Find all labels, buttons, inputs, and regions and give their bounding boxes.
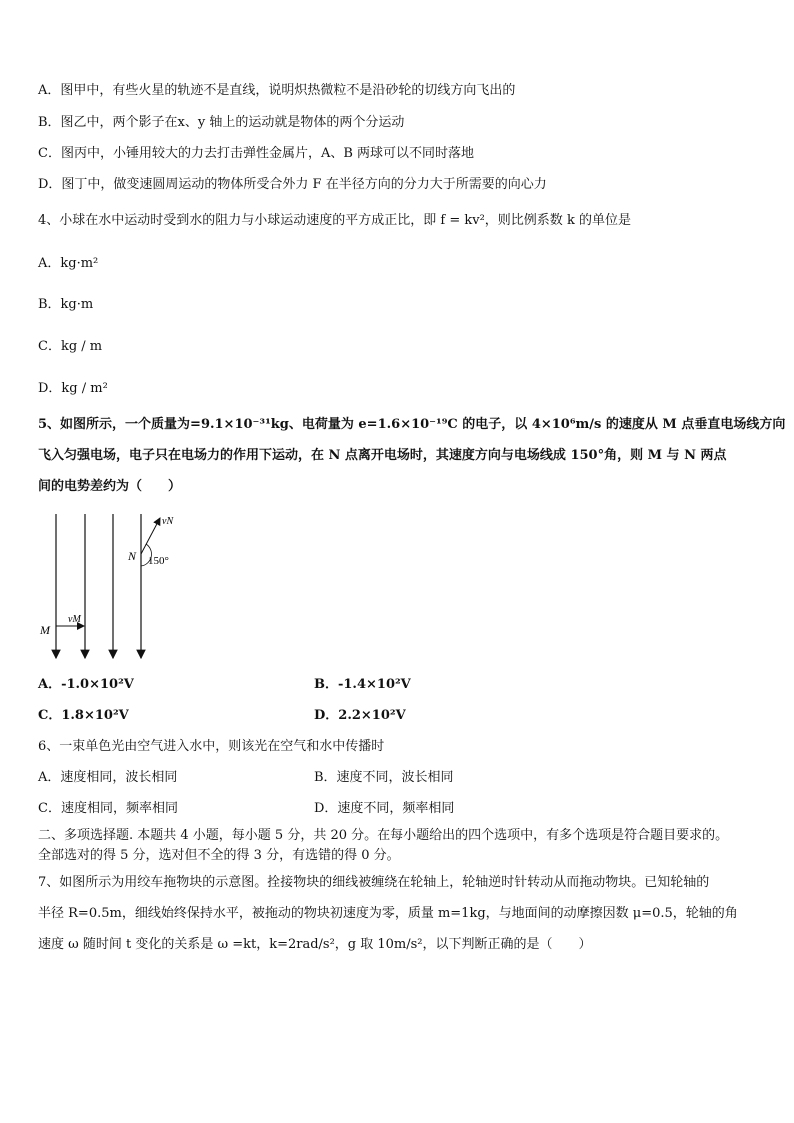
label-m: M: [40, 623, 50, 637]
q4-option-b: B．kg·m: [38, 297, 94, 312]
q5-stem-line-1: 5、如图所示，一个质量为=9.1×10⁻³¹kg、电荷量为 e=1.6×10⁻¹⁹C 的电子，以 4×10⁶m/s 的速度从 M 点垂直电场线方向: [38, 417, 786, 432]
q5-option-d: D．2.2×10²V: [314, 708, 406, 723]
q5-option-c: C．1.8×10²V: [38, 708, 129, 723]
label-vm: vM: [68, 614, 81, 625]
q4-option-a: A．kg·m²: [38, 256, 99, 271]
section2-heading-line-2: 全部选对的得 5 分，选对但不全的得 3 分，有选错的得 0 分。: [38, 848, 400, 863]
label-vn: vN: [162, 516, 174, 527]
q4-option-c: C．kg / m: [38, 339, 103, 354]
q5-option-b: B．-1.4×10²V: [314, 677, 411, 692]
q4-option-d: D．kg / m²: [38, 381, 108, 396]
q3-option-b: B．图乙中，两个影子在x、y 轴上的运动就是物体的两个分运动: [38, 115, 405, 130]
q7-stem-line-1: 7、如图所示为用绞车拖物块的示意图。拴接物块的细线被缠绕在轮轴上，轮轴逆时针转动从而拖动物块。已知轮轴的: [38, 875, 710, 890]
q7-stem-line-3: 速度 ω 随时间 t 变化的关系是 ω =kt，k=2rad/s²，g 取 10m/s²，以下判断正确的是（ ）: [38, 937, 592, 952]
q3-option-c: C．图丙中，小锤用较大的力去打击弹性金属片，A、B 两球可以不同时落地: [38, 146, 475, 161]
q5-stem-line-3: 间的电势差约为（ ）: [38, 479, 182, 494]
label-angle: 150°: [148, 555, 169, 567]
q6-option-c: C．速度相同，频率相同: [38, 801, 178, 816]
q6-option-a: A．速度相同，波长相同: [38, 770, 178, 785]
q6-option-d: D．速度不同，频率相同: [314, 801, 455, 816]
q5-stem-line-2: 飞入匀强电场，电子只在电场力的作用下运动，在 N 点离开电场时，其速度方向与电场线成 150°角，则 M 与 N 两点: [38, 448, 727, 463]
electric-field-diagram: [34, 512, 194, 664]
q4-stem: 4、小球在水中运动时受到水的阻力与小球运动速度的平方成正比，即 f = kv²，则比例系数 k 的单位是: [38, 213, 631, 228]
q3-option-d: D．图丁中，做变速圆周运动的物体所受合外力 F 在半径方向的分力大于所需要的向心力: [38, 177, 547, 192]
q5-option-a: A．-1.0×10²V: [38, 677, 134, 692]
q3-option-a: A．图甲中，有些火星的轨迹不是直线，说明炽热微粒不是沿砂轮的切线方向飞出的: [38, 83, 516, 98]
q7-stem-line-2: 半径 R=0.5m，细线始终保持水平，被拖动的物块初速度为零，质量 m=1kg，与地面间的动摩擦因数 μ=0.5，轮轴的角: [38, 906, 738, 921]
q6-option-b: B．速度不同，波长相同: [314, 770, 454, 785]
section2-heading-line-1: 二、多项选择题. 本题共 4 小题，每小题 5 分，共 20 分。在每小题给出的四个选项中，有多个选项是符合题目要求的。: [38, 828, 729, 843]
label-n: N: [128, 549, 137, 563]
q6-stem: 6、一束单色光由空气进入水中，则该光在空气和水中传播时: [38, 739, 385, 754]
